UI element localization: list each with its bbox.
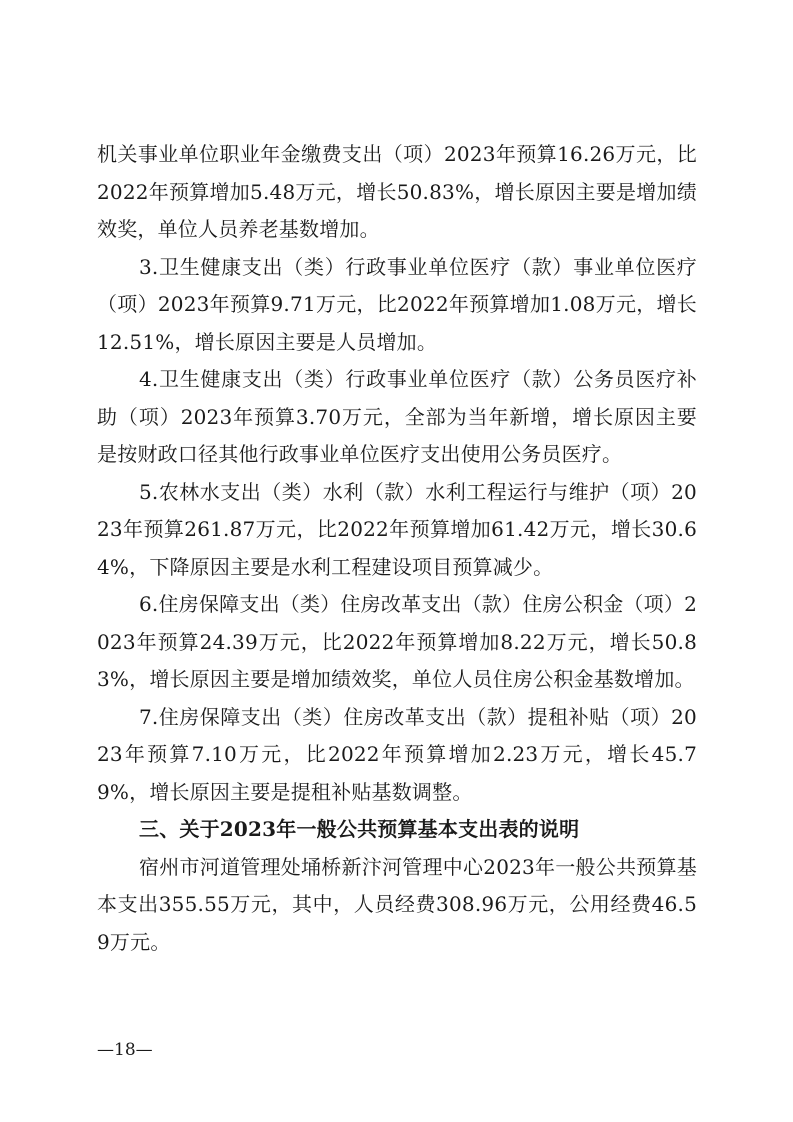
- document-body: [97, 136, 697, 961]
- page-number: —18—: [97, 1040, 153, 1060]
- paragraph-health-civil-servant-medical: 4.卫生健康支出（类）行政事业单位医疗（款）公务员医疗补助（项）2023年预算3.70万元，全部为当年新增，增长原因主要是按财政口径其他行政事业单位医疗支出使用公务员医疗。: [97, 367, 697, 466]
- section-heading-basic-expenditure: 三、关于2023年一般公共预算基本支出表的说明: [139, 817, 580, 841]
- paragraph-rent-subsidy: 7.住房保障支出（类）住房改革支出（款）提租补贴（项）2023年预算7.10万元，比2022年预算增加2.23万元，增长45.79%，增长原因主要是提租补贴基数调整。: [97, 704, 697, 804]
- paragraph-water-conservancy: 5.农林水支出（类）水利（款）水利工程运行与维护（项）2023年预算261.87万元，比2022年预算增加61.42万元，增长30.64%，下降原因主要是水利工程建设项目预算减少。: [97, 479, 697, 579]
- paragraph-basic-expenditure-summary: 宿州市河道管理处埇桥新汴河管理中心2023年一般公共预算基本支出355.55万元，其中，人员经费308.96万元，公用经费46.59万元。: [97, 854, 697, 954]
- paragraph-pension-annuity: 机关事业单位职业年金缴费支出（项）2023年预算16.26万元，比2022年预算增加5.48万元，增长50.83%，增长原因主要是增加绩效奖，单位人员养老基数增加。: [97, 142, 697, 241]
- paragraph-health-institution-medical: 3.卫生健康支出（类）行政事业单位医疗（款）事业单位医疗（项）2023年预算9.71万元，比2022年预算增加1.08万元，增长12.51%，增长原因主要是人员增加。: [97, 254, 697, 354]
- paragraph-housing-fund: 6.住房保障支出（类）住房改革支出（款）住房公积金（项）2023年预算24.39万元，比2022年预算增加8.22万元，增长50.83%，增长原因主要是增加绩效奖，单位人员住房公积金基数增加。: [97, 592, 697, 691]
